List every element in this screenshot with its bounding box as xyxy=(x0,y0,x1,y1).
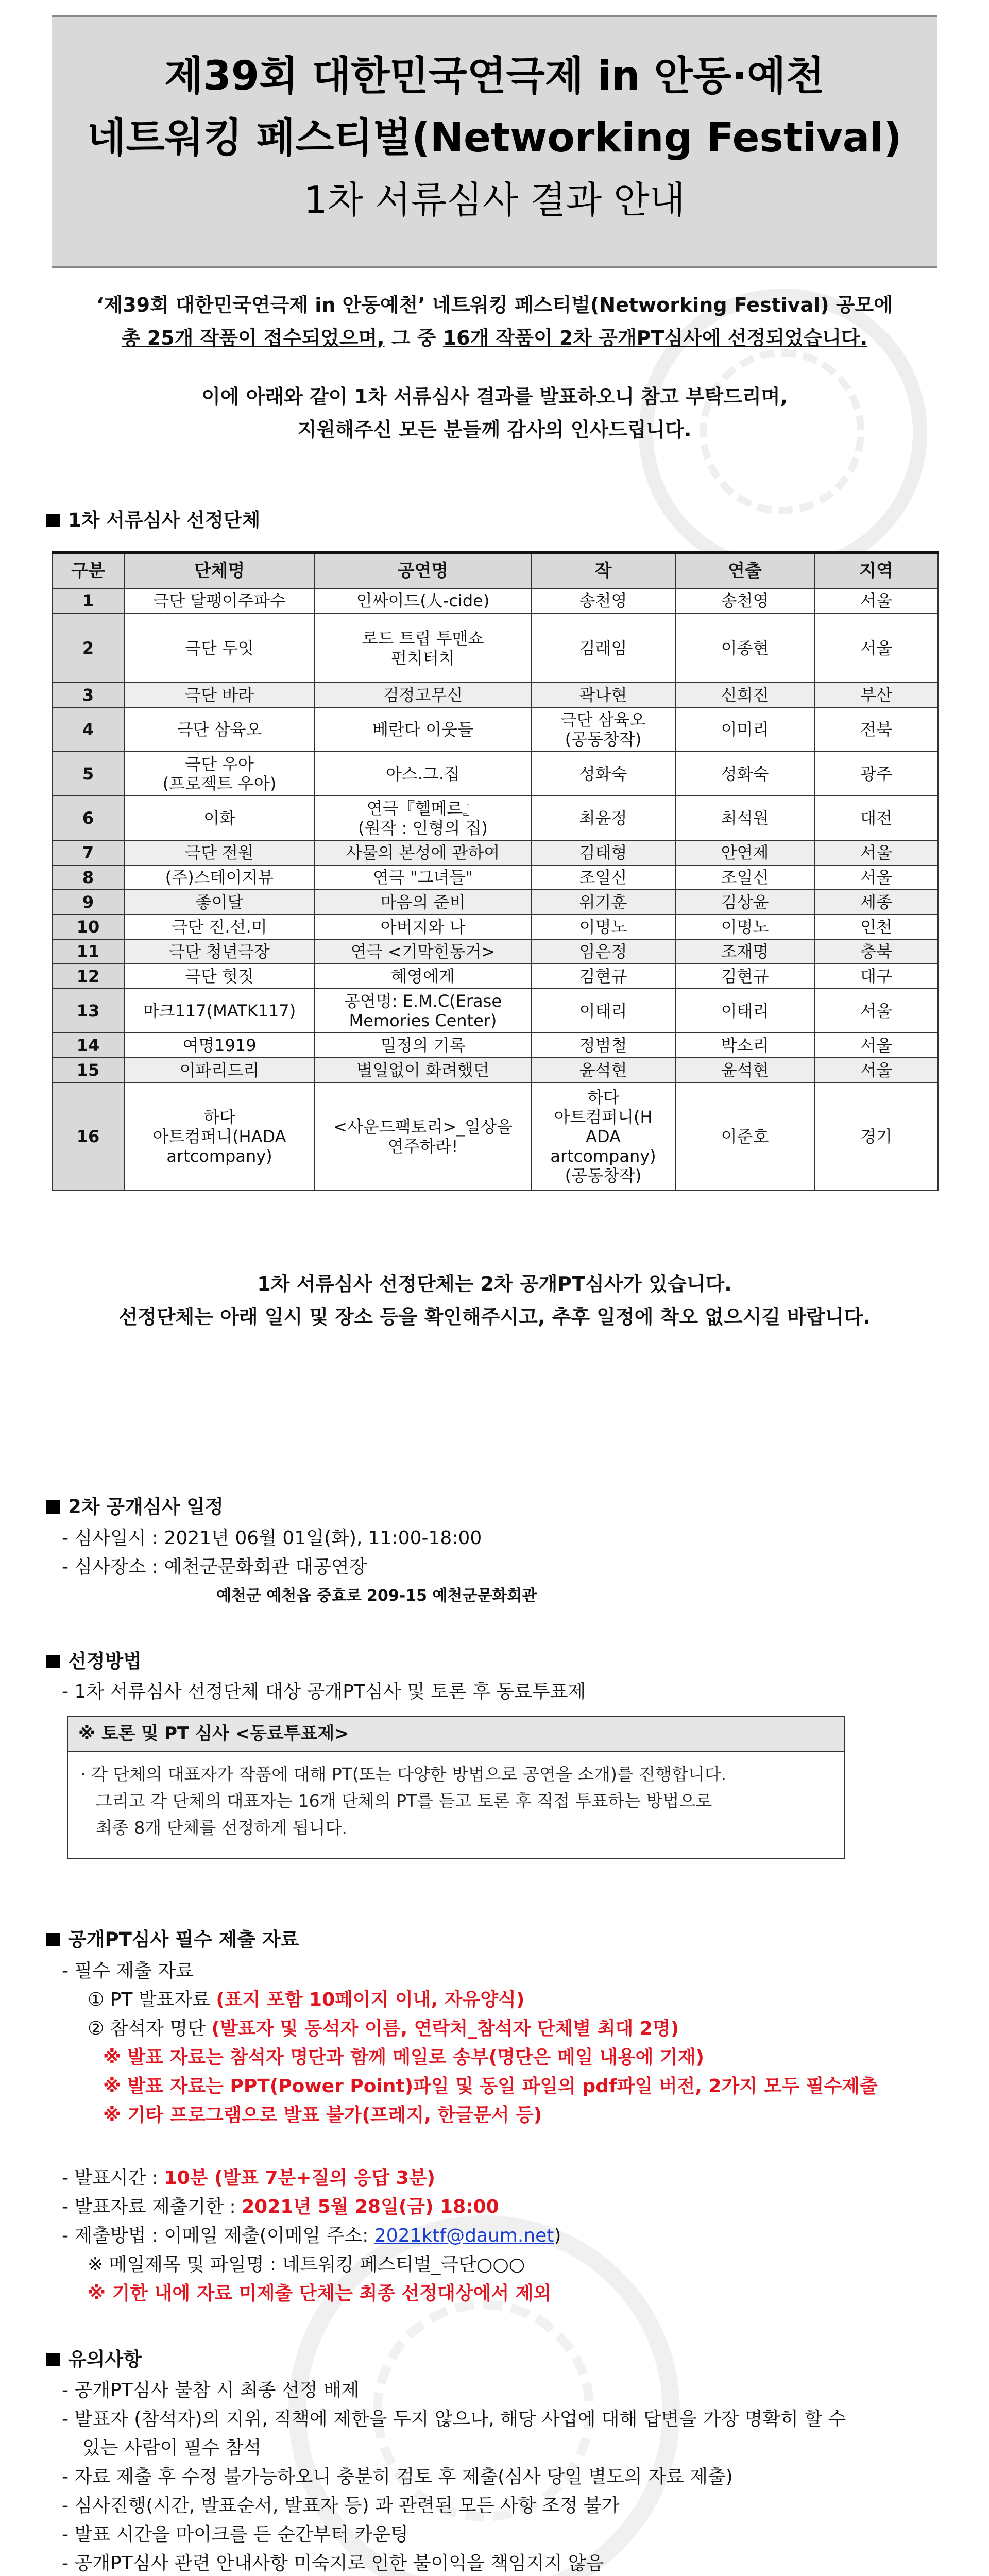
table-cell: 김상윤 xyxy=(675,890,814,914)
table-cell: 연극 "그녀들" xyxy=(315,865,531,890)
table-cell: 대전 xyxy=(814,796,938,840)
notice-line-2: 선정단체는 아래 일시 및 장소 등을 확인해주시고, 추후 일정에 착오 없으시길 바랍니다. xyxy=(118,1306,871,1328)
section-heading-selected: 1차 서류심사 선정단체 xyxy=(46,507,260,533)
table-cell: 이태리 xyxy=(675,989,814,1033)
table-row xyxy=(52,588,938,613)
table-cell: 경기 xyxy=(814,1082,938,1191)
intro-line-2: 총 25개 작품이 접수되었으며, 그 중 16개 작품이 2차 공개PT심사에 선정되었습니다. xyxy=(121,327,868,349)
table-row xyxy=(52,890,938,914)
square-bullet-icon xyxy=(46,2353,60,2366)
title-line-3: 1차 서류심사 결과 안내 xyxy=(303,178,686,222)
table-cell: 이화 xyxy=(124,796,315,840)
table-row xyxy=(52,1058,938,1082)
table-cell: 조재명 xyxy=(675,939,814,964)
table-cell: 극단 삼육오 (공동창작) xyxy=(531,707,675,752)
row-number-cell: 9 xyxy=(52,890,124,914)
table-cell: 연극 <기막힌동거> xyxy=(315,939,531,964)
table-header-cell: 구분 xyxy=(52,553,124,589)
table-cell: 세종 xyxy=(814,890,938,914)
table-cell: 이준호 xyxy=(675,1082,814,1191)
title-box xyxy=(52,15,937,268)
table-body xyxy=(52,588,938,1191)
table-cell: 서울 xyxy=(814,840,938,865)
table-cell: 곽나현 xyxy=(531,683,675,707)
table-row xyxy=(52,964,938,989)
table-header-row xyxy=(52,553,938,589)
table-cell: 최윤정 xyxy=(531,796,675,840)
table-cell: 서울 xyxy=(814,865,938,890)
table-cell: 윤석현 xyxy=(675,1058,814,1082)
table-cell: 인싸이드(人-cide) xyxy=(315,588,531,613)
table-cell: 연극『헬메르』 (원작 : 인형의 집) xyxy=(315,796,531,840)
row-number-cell: 12 xyxy=(52,964,124,989)
row-number-cell: 10 xyxy=(52,914,124,939)
materials-line-11: ※ 기한 내에 자료 미제출 단체는 최종 선정대상에서 제외 xyxy=(88,2283,552,2304)
intro-line-4: 지원해주신 모든 분들께 감사의 인사드립니다. xyxy=(297,418,692,441)
section-heading-cautions: 유의사항 xyxy=(46,2347,142,2372)
row-number-cell: 15 xyxy=(52,1058,124,1082)
table-cell: 여명1919 xyxy=(124,1033,315,1058)
caution-item: 있는 사람이 필수 참석 xyxy=(82,2437,262,2459)
table-cell: 성화숙 xyxy=(675,752,814,796)
table-cell: 성화숙 xyxy=(531,752,675,796)
table-cell: 이종현 xyxy=(675,613,814,683)
caution-item: - 공개PT심사 불참 시 최종 선정 배제 xyxy=(62,2380,360,2401)
table-cell: 임은정 xyxy=(531,939,675,964)
table-cell: 송천영 xyxy=(675,588,814,613)
materials-line-10: ※ 메일제목 및 파일명 : 네트워킹 페스티벌_극단○○○ xyxy=(88,2254,525,2275)
table-cell: 위기훈 xyxy=(531,890,675,914)
section-heading-schedule: 2차 공개심사 일정 xyxy=(46,1494,224,1520)
materials-line-8: - 발표자료 제출기한 : 2021년 5월 28일(금) 18:00 xyxy=(62,2196,499,2217)
square-bullet-icon xyxy=(46,1655,60,1668)
caution-item: - 발표 시간을 마이크를 든 순간부터 카운팅 xyxy=(62,2524,408,2545)
section-heading-method: 선정방법 xyxy=(46,1649,142,1674)
table-cell: 서울 xyxy=(814,1058,938,1082)
table-cell: 김현규 xyxy=(531,964,675,989)
row-number-cell: 4 xyxy=(52,707,124,752)
row-number-cell: 3 xyxy=(52,683,124,707)
table-cell: 이파리드리 xyxy=(124,1058,315,1082)
table-row xyxy=(52,683,938,707)
table-cell: 사물의 본성에 관하여 xyxy=(315,840,531,865)
selected-groups-table xyxy=(52,551,939,1191)
table-cell: 극단 헛짓 xyxy=(124,964,315,989)
table-cell: 아스.그.집 xyxy=(315,752,531,796)
table-cell: 조일신 xyxy=(531,865,675,890)
table-header-cell: 작 xyxy=(531,553,675,589)
table-cell: 밀정의 기록 xyxy=(315,1033,531,1058)
intro-line-1: ‘제39회 대한민국연극제 in 안동예천’ 네트워킹 페스티벌(Networking Festival) 공모에 xyxy=(96,294,893,316)
table-cell: 인천 xyxy=(814,914,938,939)
table-cell: <사운드팩토리>_일상을 연주하라! xyxy=(315,1082,531,1191)
caution-item: - 심사진행(시간, 발표순서, 발표자 등) 과 관련된 모든 사항 조정 불가 xyxy=(62,2495,620,2516)
notice-line-1: 1차 서류심사 선정단체는 2차 공개PT심사가 있습니다. xyxy=(257,1273,732,1295)
table-header-cell: 지역 xyxy=(814,553,938,589)
table-header-cell: 공연명 xyxy=(315,553,531,589)
table-cell: 김현규 xyxy=(675,964,814,989)
table-cell: 혜영에게 xyxy=(315,964,531,989)
row-number-cell: 14 xyxy=(52,1033,124,1058)
table-cell: 극단 진.선.미 xyxy=(124,914,315,939)
table-cell: 김래임 xyxy=(531,613,675,683)
table-cell: 마음의 준비 xyxy=(315,890,531,914)
row-number-cell: 11 xyxy=(52,939,124,964)
table-cell: 극단 달팽이주파수 xyxy=(124,588,315,613)
table-row xyxy=(52,707,938,752)
table-cell: (주)스테이지뷰 xyxy=(124,865,315,890)
materials-line-2: ① PT 발표자료 (표지 포함 10페이지 이내, 자유양식) xyxy=(88,1989,525,2010)
schedule-address: 예천군 예천읍 중효로 209-15 예천군문화회관 xyxy=(216,1587,537,1605)
table-cell: 이명노 xyxy=(531,914,675,939)
table-cell: 공연명: E.M.C(Erase Memories Center) xyxy=(315,989,531,1033)
schedule-place: - 심사장소 : 예천군문화회관 대공연장 xyxy=(62,1556,367,1578)
table-cell: 윤석현 xyxy=(531,1058,675,1082)
table-cell: 서울 xyxy=(814,1033,938,1058)
table-cell: 별일없이 화려했던 xyxy=(315,1058,531,1082)
table-cell: 박소리 xyxy=(675,1033,814,1058)
table-header-cell: 단체명 xyxy=(124,553,315,589)
table-row xyxy=(52,989,938,1033)
table-cell: 극단 우아 (프로젝트 우아) xyxy=(124,752,315,796)
materials-line-5: ※ 발표 자료는 PPT(Power Point)파일 및 동일 파일의 pdf파일 버전, 2가지 모두 필수제출 xyxy=(103,2076,878,2097)
row-number-cell: 8 xyxy=(52,865,124,890)
table-cell: 극단 두잇 xyxy=(124,613,315,683)
table-cell: 서울 xyxy=(814,613,938,683)
table-row xyxy=(52,914,938,939)
materials-line-3: ② 참석자 명단 (발표자 및 동석자 이름, 연락처_참석자 단체별 최대 2명) xyxy=(88,2018,679,2039)
table-cell: 신희진 xyxy=(675,683,814,707)
row-number-cell: 2 xyxy=(52,613,124,683)
table-cell: 대구 xyxy=(814,964,938,989)
square-bullet-icon xyxy=(46,514,60,527)
table-cell: 좋이달 xyxy=(124,890,315,914)
table-cell: 이태리 xyxy=(531,989,675,1033)
method-box-line-1: · 각 단체의 대표자가 작품에 대해 PT(또는 다양한 방법으로 공연을 소개)를 진행합니다. xyxy=(80,1764,727,1784)
table-cell: 부산 xyxy=(814,683,938,707)
caution-item: - 자료 제출 후 수정 불가능하오니 충분히 검토 후 제출(심사 당일 별도의 자료 제출) xyxy=(62,2466,733,2487)
row-number-cell: 1 xyxy=(52,588,124,613)
table-cell: 광주 xyxy=(814,752,938,796)
row-number-cell: 16 xyxy=(52,1082,124,1191)
table-cell: 극단 청년극장 xyxy=(124,939,315,964)
table-cell: 마크117(MATK117) xyxy=(124,989,315,1033)
row-number-cell: 7 xyxy=(52,840,124,865)
intro-text xyxy=(52,289,937,446)
table-row xyxy=(52,840,938,865)
table-cell: 이미리 xyxy=(675,707,814,752)
table-cell: 전북 xyxy=(814,707,938,752)
table-cell: 검정고무신 xyxy=(315,683,531,707)
table-row xyxy=(52,1033,938,1058)
intro-line-3: 이에 아래와 같이 1차 서류심사 결과를 발표하오니 참고 부탁드리며, xyxy=(201,385,788,408)
table-cell: 아버지와 나 xyxy=(315,914,531,939)
table-row xyxy=(52,752,938,796)
caution-item: - 공개PT심사 관련 안내사항 미숙지로 인한 불이익을 책임지지 않음 xyxy=(62,2553,604,2574)
table-cell: 극단 바라 xyxy=(124,683,315,707)
schedule-date: - 심사일시 : 2021년 06월 01일(화), 11:00-18:00 xyxy=(62,1528,482,1549)
table-cell: 하다 아트컴퍼니(HADA artcompany) xyxy=(124,1082,315,1191)
title-line-2: 네트워킹 페스티벌(Networking Festival) xyxy=(87,115,902,161)
table-cell: 극단 삼육오 xyxy=(124,707,315,752)
table-row xyxy=(52,613,938,683)
table-cell: 로드 트립 투맨쇼 펀치터치 xyxy=(315,613,531,683)
method-box-body xyxy=(67,1751,845,1859)
row-number-cell: 13 xyxy=(52,989,124,1033)
table-cell: 송천영 xyxy=(531,588,675,613)
selection-notice xyxy=(52,1267,937,1333)
table-cell: 극단 전원 xyxy=(124,840,315,865)
caution-item: - 발표자 (참석자)의 지위, 직책에 제한을 두지 않으나, 해당 사업에 대해 답변을 가장 명확히 할 수 xyxy=(62,2409,846,2430)
table-cell: 서울 xyxy=(814,989,938,1033)
table-row xyxy=(52,939,938,964)
table-cell: 최석원 xyxy=(675,796,814,840)
method-box-title: ※ 토론 및 PT 심사 <동료투표제> xyxy=(67,1716,845,1752)
method-line: - 1차 서류심사 선정단체 대상 공개PT심사 및 토론 후 동료투표제 xyxy=(62,1681,586,1702)
table-row xyxy=(52,796,938,840)
row-number-cell: 5 xyxy=(52,752,124,796)
table-row xyxy=(52,1082,938,1191)
submit-email-link[interactable]: 2021ktf@daum.net xyxy=(374,2225,554,2246)
table-cell: 하다 아트컴퍼니(H ADA artcompany) (공동창작) xyxy=(531,1082,675,1191)
table-cell: 안연제 xyxy=(675,840,814,865)
materials-line-1: - 필수 제출 자료 xyxy=(62,1960,194,1981)
table-row xyxy=(52,865,938,890)
materials-line-9: - 제출방법 : 이메일 제출(이메일 주소: 2021ktf@daum.net) xyxy=(62,2225,561,2246)
title-line-1: 제39회 대한민국연극제 in 안동·예천 xyxy=(164,53,825,99)
square-bullet-icon xyxy=(46,1500,60,1514)
table-cell: 김태형 xyxy=(531,840,675,865)
table-cell: 베란다 이웃들 xyxy=(315,707,531,752)
table-cell: 정범철 xyxy=(531,1033,675,1058)
table-cell: 서울 xyxy=(814,588,938,613)
materials-line-6: ※ 기타 프로그램으로 발표 불가(프레지, 한글문서 등) xyxy=(103,2105,542,2126)
section-heading-materials: 공개PT심사 필수 제출 자료 xyxy=(46,1927,299,1953)
row-number-cell: 6 xyxy=(52,796,124,840)
table-cell: 조일신 xyxy=(675,865,814,890)
method-box-line-3: 최종 8개 단체를 선정하게 됩니다. xyxy=(96,1818,347,1838)
square-bullet-icon xyxy=(46,1933,60,1946)
table-cell: 충북 xyxy=(814,939,938,964)
method-box-line-2: 그리고 각 단체의 대표자는 16개 단체의 PT를 듣고 토론 후 직접 투표하는 방법으로 xyxy=(96,1791,712,1811)
table-cell: 이명노 xyxy=(675,914,814,939)
materials-line-4: ※ 발표 자료는 참석자 명단과 함께 메일로 송부(명단은 메일 내용에 기재) xyxy=(103,2047,704,2068)
table-header-cell: 연출 xyxy=(675,553,814,589)
materials-line-7: - 발표시간 : 10분 (발표 7분+질의 응답 3분) xyxy=(62,2167,435,2189)
